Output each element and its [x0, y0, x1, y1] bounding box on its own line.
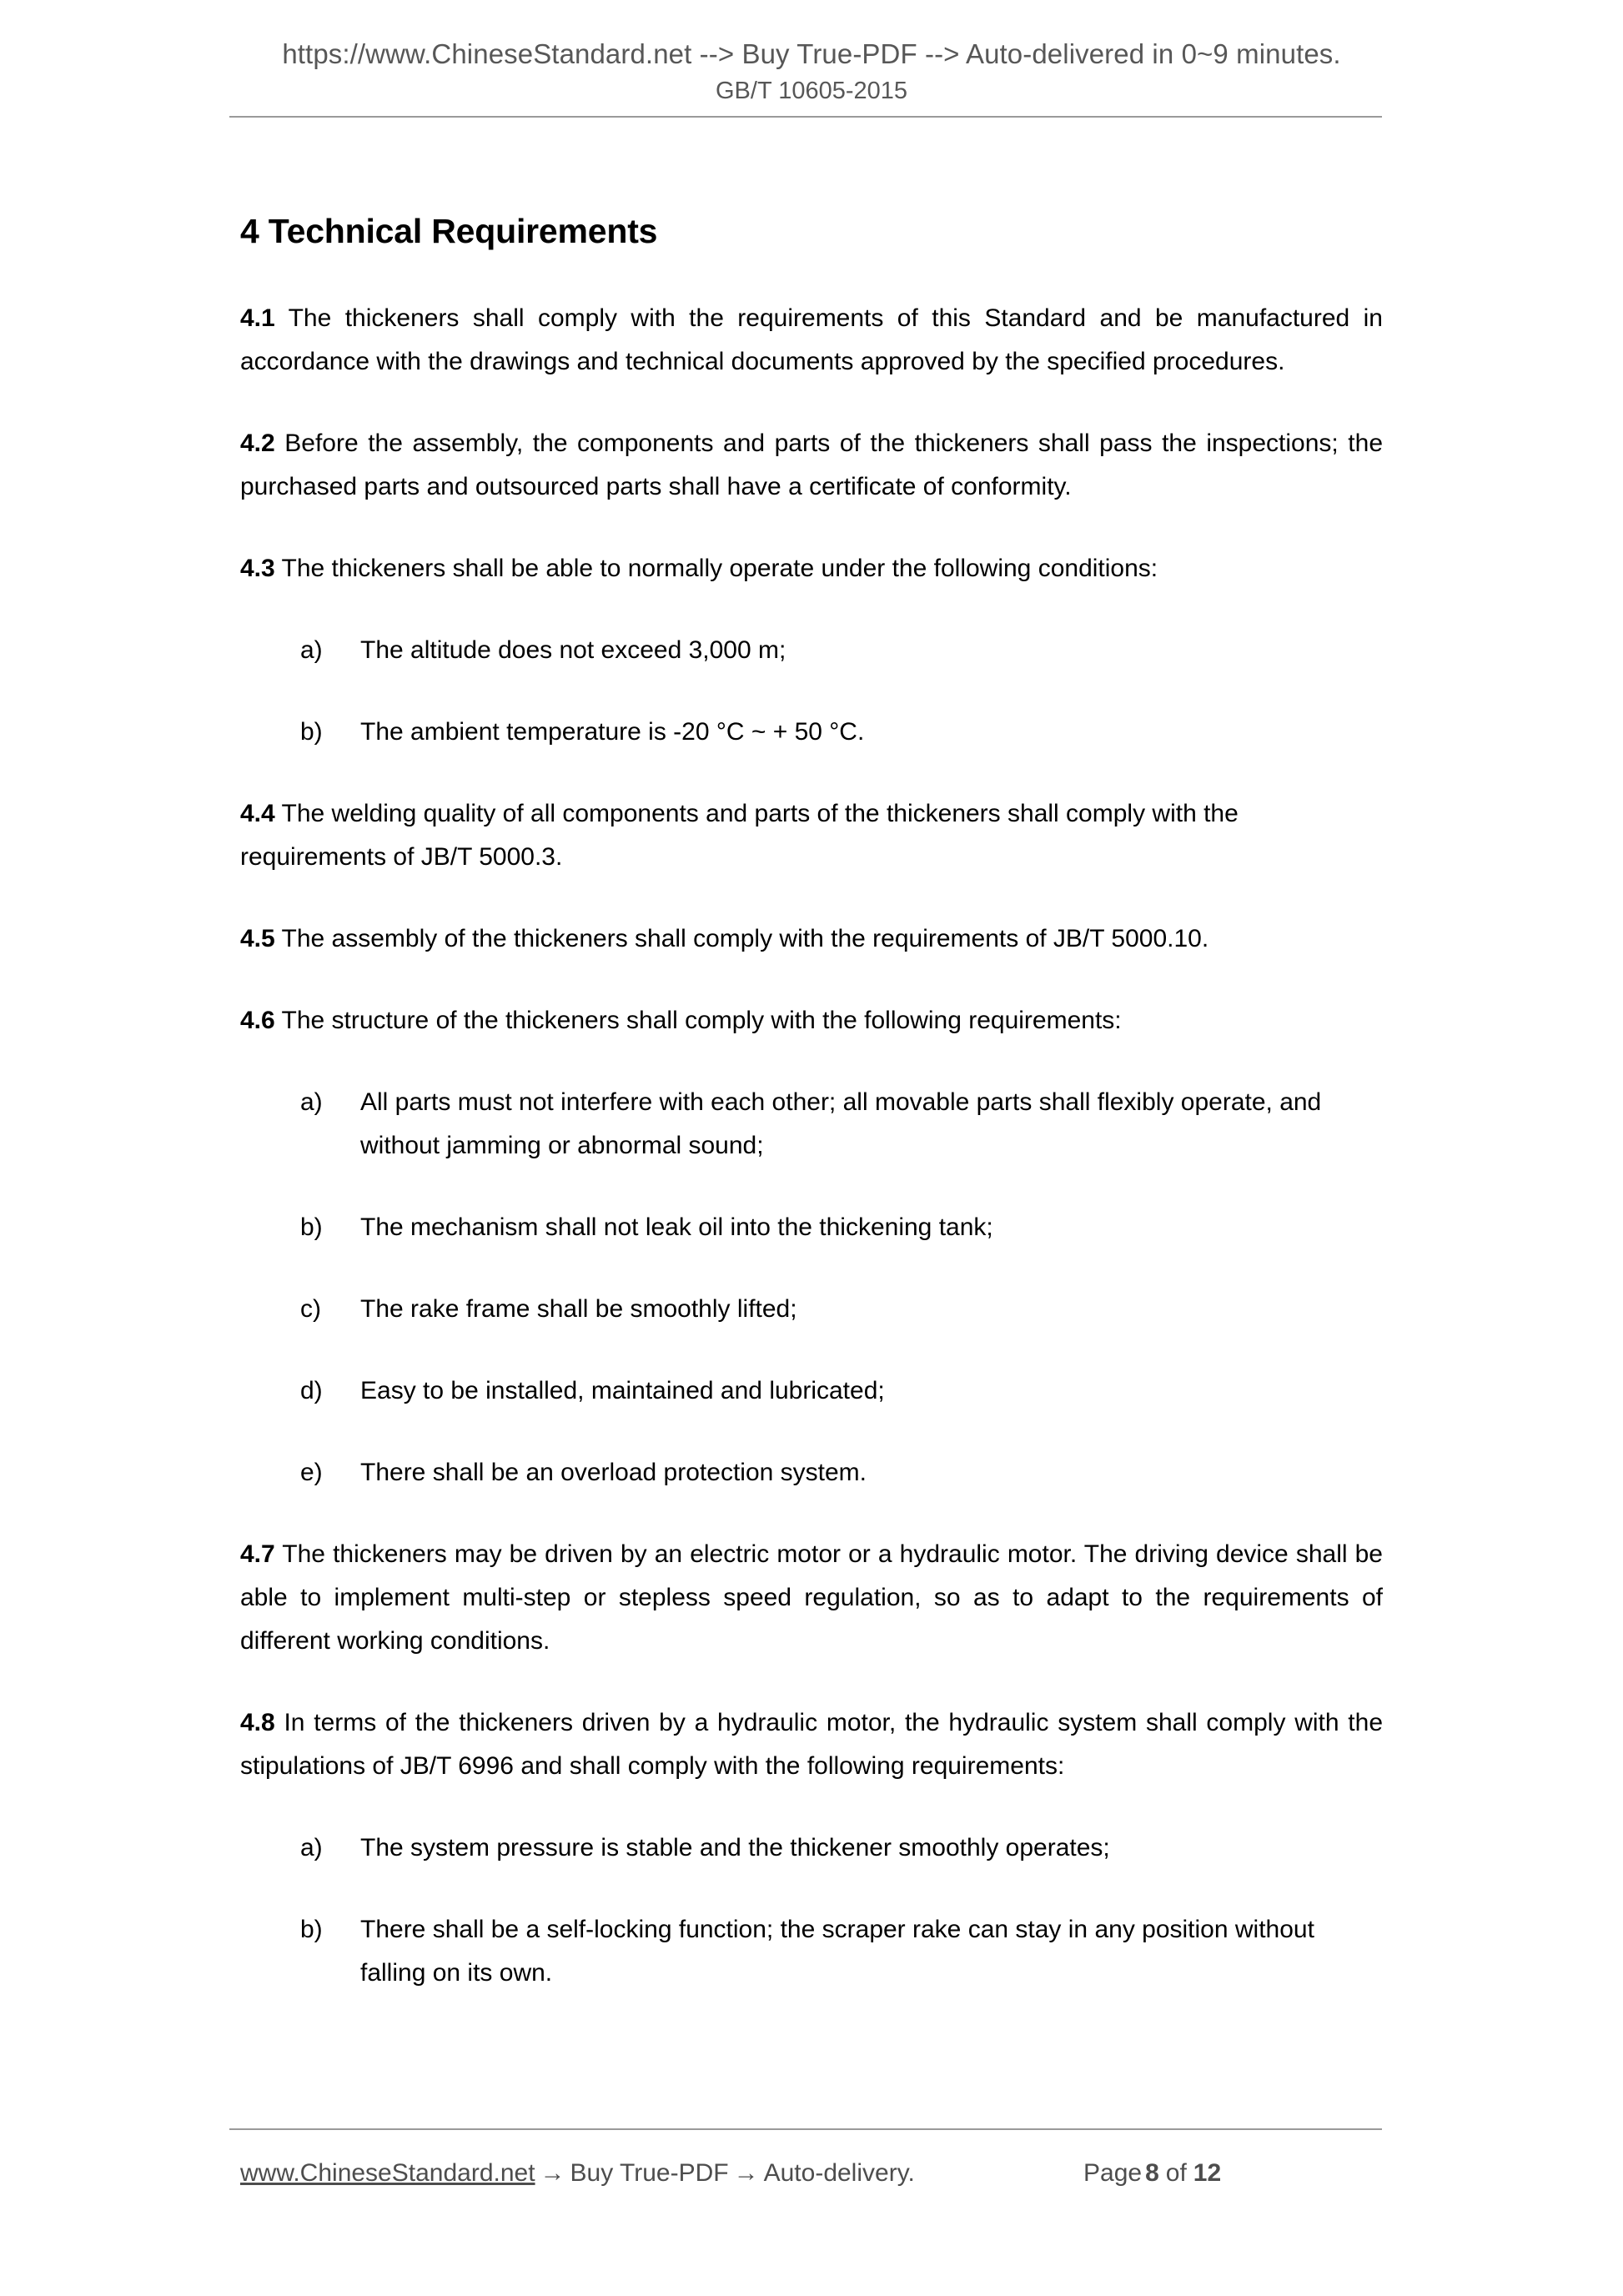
list-item-text: The system pressure is stable and the thickener smoothly operates; — [360, 1834, 1110, 1861]
page-label: Page — [1083, 2159, 1143, 2187]
page-indicator — [1083, 2157, 1224, 2190]
header-divider — [229, 116, 1382, 118]
list-item-text: Easy to be installed, maintained and lubricated; — [360, 1377, 885, 1404]
list-item-text: The altitude does not exceed 3,000 m; — [360, 636, 786, 664]
list-item — [240, 629, 1383, 672]
clause-number: 4.1 — [240, 304, 275, 332]
clause-number: 4.2 — [240, 430, 275, 457]
clause-number: 4.4 — [240, 800, 275, 827]
footer-divider — [229, 2128, 1382, 2130]
list-marker: b) — [300, 1213, 323, 1241]
page-footer — [240, 2157, 1383, 2190]
footer-mid-text: Buy True-PDF — [570, 2159, 729, 2187]
clause-number: 4.7 — [240, 1540, 275, 1568]
clause-4-3-list — [240, 629, 1383, 754]
standard-code-label: GB/T 10605-2015 — [715, 78, 908, 104]
clause-4-7 — [240, 1533, 1383, 1663]
list-item — [240, 1826, 1383, 1870]
clause-text: Before the assembly, the components and parts of the thickeners shall pass the inspections; the purchased parts and outsourced parts shall have a certificate of conformity. — [240, 430, 1383, 500]
of-label: of — [1165, 2159, 1187, 2187]
footer-end-text: Auto-delivery. — [763, 2159, 915, 2187]
clause-4-1 — [240, 297, 1383, 384]
page-title: 4 Technical Requirements — [240, 212, 658, 250]
clause-4-6-list — [240, 1081, 1383, 1495]
clause-text: The thickeners may be driven by an electric motor or a hydraulic motor. The driving device shall be able to implement multi-step or stepless speed regulation, so as to adapt to the requirements of different working conditions. — [240, 1540, 1383, 1655]
list-item-text: The rake frame shall be smoothly lifted; — [360, 1295, 797, 1323]
clause-number: 4.5 — [240, 925, 275, 952]
list-item — [240, 1908, 1383, 1995]
list-marker: a) — [300, 636, 323, 664]
clause-text: The structure of the thickeners shall comply with the following requirements: — [274, 1007, 1122, 1034]
clause-4-4 — [240, 792, 1383, 879]
document-body — [240, 210, 1383, 2033]
clause-4-8-list — [240, 1826, 1383, 1995]
list-marker: a) — [300, 1834, 323, 1861]
list-marker: c) — [300, 1295, 321, 1323]
arrow-right-icon: → — [540, 2159, 565, 2187]
clause-number: 4.8 — [240, 1709, 275, 1736]
list-item-text: The ambient temperature is -20 °C ~ + 50 °C. — [360, 718, 865, 746]
clause-4-8 — [240, 1701, 1383, 1788]
list-marker: d) — [300, 1377, 323, 1404]
clause-text: The welding quality of all components and parts of the thickeners shall comply with the requirements of JB/T 5000.3. — [240, 800, 1239, 871]
list-item — [240, 1081, 1383, 1168]
list-item — [240, 1451, 1383, 1495]
clause-text: The thickeners shall be able to normally operate under the following conditions: — [274, 555, 1158, 582]
clause-4-5 — [240, 917, 1383, 961]
promo-banner-text: https://www.ChineseStandard.net --> Buy True-PDF --> Auto-delivered in 0~9 minutes. — [282, 38, 1341, 69]
list-marker: a) — [300, 1088, 323, 1116]
total-page-number: 12 — [1193, 2159, 1222, 2187]
list-item — [240, 1369, 1383, 1413]
list-item-text: All parts must not interfere with each other; all movable parts shall flexibly operate, and without jamming or abnormal sound; — [360, 1088, 1322, 1159]
page-header — [0, 37, 1623, 107]
chinesestandard-link[interactable]: www.ChineseStandard.net — [240, 2159, 535, 2187]
list-item — [240, 1206, 1383, 1249]
clause-text: The assembly of the thickeners shall comply with the requirements of JB/T 5000.10. — [274, 925, 1209, 952]
list-item-text: There shall be a self-locking function; the scraper rake can stay in any position without falling on its own. — [360, 1916, 1314, 1987]
list-item — [240, 711, 1383, 754]
clause-text: In terms of the thickeners driven by a hydraulic motor, the hydraulic system shall comply with the stipulations of JB/T 6996 and shall comply with the following requirements: — [240, 1709, 1383, 1780]
footer-promo — [240, 2157, 915, 2190]
clause-text: The thickeners shall comply with the requirements of this Standard and be manufactured in accordance with the drawings and technical documents approved by the specified procedures. — [240, 304, 1383, 375]
list-marker: b) — [300, 718, 323, 746]
clause-4-3 — [240, 547, 1383, 590]
current-page-number: 8 — [1145, 2159, 1159, 2187]
clause-number: 4.3 — [240, 555, 275, 582]
list-item-text: There shall be an overload protection system. — [360, 1459, 867, 1486]
arrow-right-icon: → — [733, 2159, 759, 2187]
clause-4-2 — [240, 422, 1383, 509]
clause-number: 4.6 — [240, 1007, 275, 1034]
list-item — [240, 1288, 1383, 1331]
list-item-text: The mechanism shall not leak oil into the thickening tank; — [360, 1213, 993, 1241]
list-marker: b) — [300, 1916, 323, 1943]
clause-4-6 — [240, 999, 1383, 1042]
list-marker: e) — [300, 1459, 323, 1486]
